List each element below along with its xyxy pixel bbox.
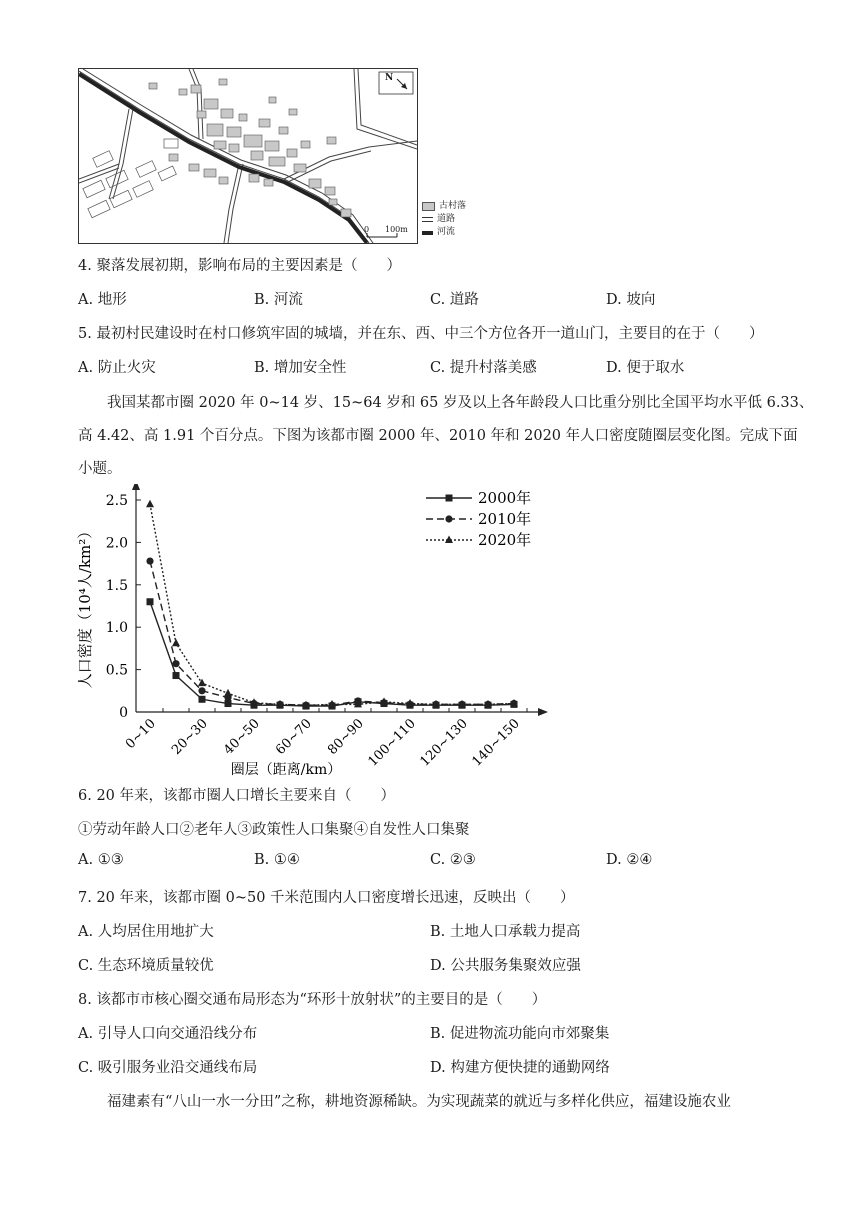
q4-option-b[interactable]: B. 河流: [254, 292, 303, 308]
intro-line-1: 我国某都市圈 2020 年 0~14 岁、15~64 岁和 65 岁及以上各年龄段人口比重分别比全国平均水平低 6.33、: [107, 395, 814, 411]
scale-zero: 0: [364, 225, 370, 234]
village-swatch-icon: [422, 202, 435, 211]
village-map: [78, 68, 418, 244]
q8-option-d[interactable]: D. 构建方便快捷的通勤网络: [430, 1060, 610, 1076]
legend-road-label: 道路: [437, 214, 456, 224]
legend-village: [422, 200, 466, 213]
series-line-2020年: [150, 504, 514, 705]
q4-stem: 4. 聚落发展初期，影响布局的主要因素是（ ）: [78, 258, 401, 274]
q6-option-b[interactable]: B. ①④: [254, 852, 300, 868]
scale-label: 100m: [385, 225, 408, 234]
data-point: [146, 557, 153, 564]
x-tick-label: 0~10: [122, 716, 159, 753]
legend-river-label: 河流: [437, 227, 456, 237]
y-tick-label: 0: [119, 705, 128, 721]
q4-option-d[interactable]: D. 坡向: [606, 292, 656, 308]
intro-line-2: 高 4.42、高 1.91 个百分点。下图为该都市圈 2000 年、2010 年和 2020 年人口密度随圈层变化图。完成下面: [78, 428, 798, 444]
legend-label: 2020年: [478, 531, 532, 549]
q7-option-d[interactable]: D. 公共服务集聚效应强: [430, 958, 581, 974]
q8-option-a[interactable]: A. 引导人口向交通沿线分布: [78, 1026, 258, 1042]
y-axis-arrow: [132, 484, 140, 490]
legend-label: 2000年: [478, 489, 532, 507]
q6-option-a[interactable]: A. ①③: [78, 852, 124, 868]
q5-option-d[interactable]: D. 便于取水: [606, 360, 685, 376]
q5-stem: 5. 最初村民建设时在村口修筑牢固的城墙，并在东、西、中三个方位各开一道山门，主要目的在于（ ）: [78, 326, 764, 342]
q7-option-b[interactable]: B. 土地人口承载力提高: [430, 924, 581, 940]
road-swatch-icon: [422, 217, 433, 222]
y-tick-label: 0.5: [105, 662, 128, 679]
q7-option-a[interactable]: A. 人均居住用地扩大: [78, 924, 214, 940]
legend-marker: [445, 536, 453, 544]
x-tick-label: 20~30: [169, 716, 211, 758]
map-legend: [422, 200, 466, 239]
q5-option-a[interactable]: A. 防止火灾: [78, 360, 156, 376]
legend-marker: [445, 515, 452, 522]
intro-line-3: 小题。: [78, 461, 122, 477]
q8-option-c[interactable]: C. 吸引服务业沿交通线布局: [78, 1060, 258, 1076]
village-map-drawing: [79, 69, 417, 243]
legend-marker: [446, 495, 453, 502]
closing-paragraph: 福建素有“八山一水一分田”之称，耕地资源稀缺。为实现蔬菜的就近与多样化供应，福建设施农业: [107, 1094, 731, 1110]
q8-option-b[interactable]: B. 促进物流功能向市郊聚集: [430, 1026, 610, 1042]
y-tick-label: 2.5: [105, 493, 128, 509]
y-tick-label: 2.0: [105, 535, 128, 552]
north-label: N: [385, 73, 394, 83]
q6-option-d[interactable]: D. ②④: [606, 852, 653, 868]
data-point: [199, 696, 206, 703]
x-tick-label: 120~130: [417, 716, 471, 770]
data-point: [173, 672, 180, 679]
q6-sub-options: ①劳动年龄人口②老年人③政策性人口集聚④自发性人口集聚: [78, 822, 470, 838]
data-point: [172, 639, 180, 647]
q4-option-a[interactable]: A. 地形: [78, 292, 127, 308]
data-point: [224, 689, 232, 697]
legend-label: 2010年: [478, 510, 532, 528]
data-point: [147, 598, 154, 605]
x-tick-label: 40~50: [221, 716, 263, 758]
data-point: [198, 687, 205, 694]
data-point: [146, 500, 154, 508]
q6-option-c[interactable]: C. ②③: [430, 852, 476, 868]
q5-option-b[interactable]: B. 增加安全性: [254, 360, 347, 376]
legend-village-label: 古村落: [439, 201, 467, 211]
y-axis-label: 人口密度（10⁴人/km²）: [76, 523, 94, 689]
q4-option-c[interactable]: C. 道路: [430, 292, 479, 308]
x-axis-arrow: [538, 708, 548, 716]
legend-road: [422, 213, 466, 226]
legend-river: [422, 226, 466, 239]
population-density-chart: [70, 484, 570, 784]
x-axis-label: 圈层（距离/km）: [230, 762, 342, 778]
q7-stem: 7. 20 年来，该都市圈 0~50 千米范围内人口密度增长迅速，反映出（ ）: [78, 890, 575, 906]
q5-option-c[interactable]: C. 提升村落美感: [430, 360, 537, 376]
x-tick-label: 80~90: [325, 716, 367, 758]
q6-stem: 6. 20 年来，该都市圈人口增长主要来自（ ）: [78, 788, 396, 804]
y-tick-label: 1.0: [105, 620, 128, 637]
river-swatch-icon: [422, 231, 433, 235]
y-tick-label: 1.5: [105, 577, 128, 594]
x-tick-label: 100~110: [365, 716, 419, 770]
x-tick-label: 140~150: [469, 716, 523, 770]
q7-option-c[interactable]: C. 生态环境质量较优: [78, 958, 214, 974]
data-point: [172, 660, 179, 667]
x-tick-label: 60~70: [273, 716, 315, 758]
q8-stem: 8. 该都市市核心圈交通布局形态为“环形十放射状”的主要目的是（ ）: [78, 992, 547, 1008]
